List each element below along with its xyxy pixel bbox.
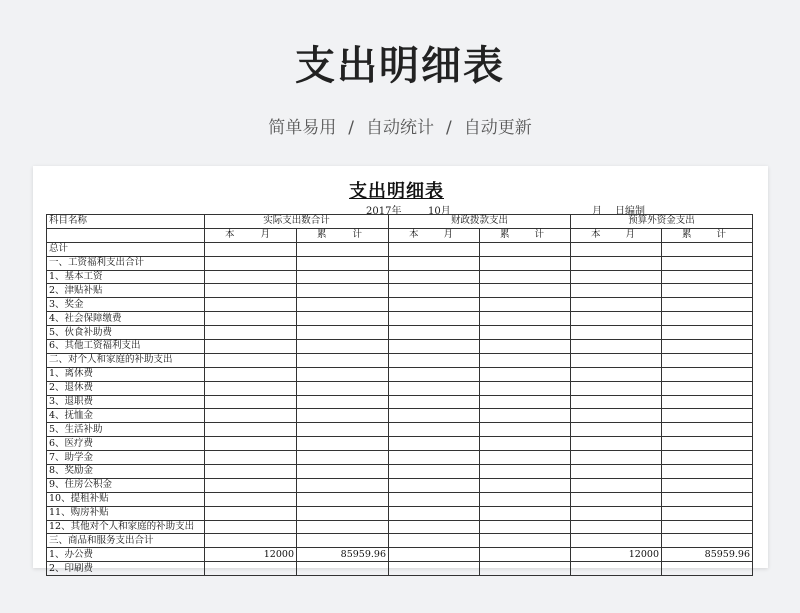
cell-value[interactable]: [662, 367, 753, 381]
cell-value[interactable]: [571, 492, 662, 506]
cell-value[interactable]: [205, 353, 297, 367]
cell-value[interactable]: [480, 423, 571, 437]
table-row: [47, 409, 753, 423]
cell-value[interactable]: [205, 492, 297, 506]
cell-value[interactable]: [480, 312, 571, 326]
table-row: [47, 437, 753, 451]
cell-value[interactable]: [662, 478, 753, 492]
cell-value[interactable]: [480, 353, 571, 367]
cell-value[interactable]: [571, 395, 662, 409]
table-row: [47, 520, 753, 534]
cell-value[interactable]: [297, 353, 389, 367]
row-label: 一、工资福利支出合计: [47, 256, 205, 270]
cell-value[interactable]: [205, 256, 297, 270]
cell-value[interactable]: [297, 326, 389, 340]
cell-value[interactable]: [571, 437, 662, 451]
row-label: 二、对个人和家庭的补助支出: [47, 353, 205, 367]
table-row: [47, 381, 753, 395]
cell-value[interactable]: [205, 367, 297, 381]
sheet-year: 2017年: [366, 206, 402, 217]
row-label: 2、印刷费: [47, 562, 205, 576]
group-header-fiscal: 财政拨款支出: [389, 215, 571, 229]
row-label: 12、其他对个人和家庭的补助支出: [47, 520, 205, 534]
cell-value[interactable]: [389, 353, 480, 367]
cell-value[interactable]: [297, 381, 389, 395]
cell-value[interactable]: [662, 395, 753, 409]
cell-value[interactable]: [662, 326, 753, 340]
cell-value[interactable]: [480, 478, 571, 492]
cell-value[interactable]: [205, 562, 297, 576]
cell-value[interactable]: [389, 548, 480, 562]
cell-value[interactable]: [297, 520, 389, 534]
row-label: 2、退休费: [47, 381, 205, 395]
row-label: 1、基本工资: [47, 270, 205, 284]
cell-value[interactable]: [205, 506, 297, 520]
cell-value[interactable]: [662, 465, 753, 479]
cell-value[interactable]: [571, 298, 662, 312]
cell-value[interactable]: [480, 340, 571, 354]
cell-value[interactable]: [297, 256, 389, 270]
row-label: 6、其他工资福利支出: [47, 340, 205, 354]
cell-value[interactable]: [389, 312, 480, 326]
cell-value[interactable]: [480, 451, 571, 465]
expense-table: [46, 214, 753, 576]
table-row: [47, 478, 753, 492]
table-row: [47, 395, 753, 409]
table-row: [47, 451, 753, 465]
feature-tag: 自动统计: [366, 118, 434, 138]
cell-value[interactable]: [389, 409, 480, 423]
cell-value[interactable]: 85959.96: [662, 548, 753, 562]
subheader-month: 本 月: [571, 228, 662, 242]
cell-value[interactable]: [389, 326, 480, 340]
cell-value[interactable]: [571, 465, 662, 479]
cell-value[interactable]: [389, 340, 480, 354]
cell-value[interactable]: [480, 465, 571, 479]
row-label: 4、抚恤金: [47, 409, 205, 423]
row-label: 5、生活补助: [47, 423, 205, 437]
cell-value[interactable]: [571, 284, 662, 298]
cell-value[interactable]: [297, 270, 389, 284]
cell-value[interactable]: [480, 326, 571, 340]
cell-value[interactable]: 85959.96: [297, 548, 389, 562]
group-header-extra: 预算外资金支出: [571, 215, 753, 229]
cell-value[interactable]: [571, 520, 662, 534]
cell-value[interactable]: [662, 451, 753, 465]
sheet-month-label: 月: [592, 206, 602, 217]
sheet-day-label: 日编制: [615, 206, 645, 217]
tag-separator: /: [446, 118, 452, 138]
cell-value[interactable]: [480, 492, 571, 506]
row-label: 4、社会保障缴费: [47, 312, 205, 326]
row-label: 7、助学金: [47, 451, 205, 465]
cell-value[interactable]: [297, 478, 389, 492]
cell-value[interactable]: [205, 451, 297, 465]
cell-value[interactable]: [205, 437, 297, 451]
cell-value[interactable]: [205, 340, 297, 354]
cell-value[interactable]: [297, 312, 389, 326]
cell-value[interactable]: [205, 395, 297, 409]
table-row: [47, 423, 753, 437]
cell-value[interactable]: [389, 451, 480, 465]
cell-value[interactable]: [389, 534, 480, 548]
table-row: [47, 284, 753, 298]
cell-value[interactable]: [571, 312, 662, 326]
table-row: [47, 367, 753, 381]
cell-value[interactable]: 12000: [205, 548, 297, 562]
col-item-header: 科目名称: [47, 215, 205, 229]
cell-value[interactable]: [297, 492, 389, 506]
cell-value[interactable]: [480, 256, 571, 270]
table-row: [47, 506, 753, 520]
group-header-actual: 实际支出数合计: [205, 215, 389, 229]
cell-value[interactable]: [389, 465, 480, 479]
cell-value[interactable]: [662, 312, 753, 326]
cell-value[interactable]: [389, 492, 480, 506]
table-row: [47, 312, 753, 326]
cell-value[interactable]: [480, 562, 571, 576]
subheader-month: 本 月: [205, 228, 297, 242]
cell-value[interactable]: [205, 326, 297, 340]
cell-value[interactable]: [480, 284, 571, 298]
tag-separator: /: [348, 118, 354, 138]
cell-value[interactable]: [205, 312, 297, 326]
cell-value[interactable]: [571, 270, 662, 284]
cell-value[interactable]: [389, 562, 480, 576]
cell-value[interactable]: [297, 367, 389, 381]
cell-value[interactable]: [297, 284, 389, 298]
cell-value[interactable]: [389, 242, 480, 256]
cell-value[interactable]: [571, 256, 662, 270]
cell-value[interactable]: [480, 381, 571, 395]
cell-value[interactable]: [571, 353, 662, 367]
feature-tag: 简单易用: [268, 118, 337, 138]
cell-value[interactable]: [205, 478, 297, 492]
cell-value[interactable]: [480, 548, 571, 562]
cell-value[interactable]: [480, 367, 571, 381]
cell-value[interactable]: [389, 423, 480, 437]
cell-value[interactable]: [662, 298, 753, 312]
table-row: [47, 242, 753, 256]
cell-value[interactable]: [389, 437, 480, 451]
cell-value[interactable]: [389, 367, 480, 381]
row-label: 5、伙食补助费: [47, 326, 205, 340]
cell-value[interactable]: [205, 409, 297, 423]
cell-value[interactable]: [571, 340, 662, 354]
row-label: 10、提租补贴: [47, 492, 205, 506]
table-row: [47, 465, 753, 479]
table-row: [47, 270, 753, 284]
cell-value[interactable]: [480, 520, 571, 534]
cell-value[interactable]: [297, 506, 389, 520]
cell-value[interactable]: [205, 423, 297, 437]
table-row: [47, 492, 753, 506]
cell-value[interactable]: [662, 437, 753, 451]
row-label: 3、退职费: [47, 395, 205, 409]
row-label: 1、办公费: [47, 548, 205, 562]
sheet-month: 10月: [428, 206, 451, 217]
cell-value[interactable]: [571, 367, 662, 381]
cell-value[interactable]: [662, 506, 753, 520]
table-row: [47, 298, 753, 312]
table-row: [47, 548, 753, 562]
table-row: [47, 256, 753, 270]
subheader-cumulative: 累 计: [297, 228, 389, 242]
cell-value[interactable]: 12000: [571, 548, 662, 562]
cell-value[interactable]: [297, 562, 389, 576]
row-label: 8、奖励金: [47, 465, 205, 479]
cell-value[interactable]: [389, 284, 480, 298]
cell-value[interactable]: [662, 520, 753, 534]
cell-value[interactable]: [480, 242, 571, 256]
table-row: [47, 326, 753, 340]
cell-value[interactable]: [571, 534, 662, 548]
cell-value[interactable]: [571, 409, 662, 423]
cell-value[interactable]: [480, 534, 571, 548]
cell-value[interactable]: [297, 242, 389, 256]
subheader-cumulative: 累 计: [480, 228, 571, 242]
cell-value[interactable]: [662, 409, 753, 423]
cell-value[interactable]: [297, 534, 389, 548]
feature-tag: 自动更新: [463, 118, 532, 138]
row-label: 三、商品和服务支出合计: [47, 534, 205, 548]
row-label: 6、医疗费: [47, 437, 205, 451]
cell-value[interactable]: [662, 492, 753, 506]
cell-value[interactable]: [662, 381, 753, 395]
cell-value[interactable]: [571, 451, 662, 465]
cell-value[interactable]: [389, 506, 480, 520]
subheader-month: 本 月: [389, 228, 480, 242]
table-row: [47, 534, 753, 548]
cell-value[interactable]: [480, 409, 571, 423]
cell-value[interactable]: [662, 423, 753, 437]
cell-value[interactable]: [480, 506, 571, 520]
cell-value[interactable]: [662, 284, 753, 298]
cell-value[interactable]: [205, 465, 297, 479]
cell-value[interactable]: [205, 242, 297, 256]
cell-value[interactable]: [571, 562, 662, 576]
cell-value[interactable]: [571, 242, 662, 256]
cell-value[interactable]: [389, 395, 480, 409]
cell-value[interactable]: [662, 270, 753, 284]
cell-value[interactable]: [205, 284, 297, 298]
table-header-row: [47, 215, 753, 229]
spreadsheet-preview: [33, 166, 768, 574]
cell-value[interactable]: [480, 395, 571, 409]
row-label: 总计: [47, 242, 205, 256]
cell-value[interactable]: [662, 256, 753, 270]
cell-value[interactable]: [205, 298, 297, 312]
cell-value[interactable]: [205, 520, 297, 534]
cell-value[interactable]: [662, 534, 753, 548]
cell-value[interactable]: [662, 242, 753, 256]
cell-value[interactable]: [205, 270, 297, 284]
row-label: 2、津贴补贴: [47, 284, 205, 298]
row-label: 11、购房补贴: [47, 506, 205, 520]
cell-value[interactable]: [571, 506, 662, 520]
row-label: 9、住房公积金: [47, 478, 205, 492]
cell-value[interactable]: [571, 326, 662, 340]
cell-value[interactable]: [571, 381, 662, 395]
cell-value[interactable]: [297, 298, 389, 312]
cell-value[interactable]: [662, 340, 753, 354]
cell-value[interactable]: [297, 465, 389, 479]
sheet-title: 支出明细表: [349, 181, 444, 202]
cell-value[interactable]: [389, 298, 480, 312]
cell-value[interactable]: [389, 381, 480, 395]
table-row: [47, 353, 753, 367]
cell-value[interactable]: [205, 534, 297, 548]
row-label: 3、奖金: [47, 298, 205, 312]
table-subheader-row: [47, 228, 753, 242]
cell-value[interactable]: [297, 437, 389, 451]
cell-value[interactable]: [205, 381, 297, 395]
cell-value[interactable]: [480, 270, 571, 284]
cell-value[interactable]: [389, 256, 480, 270]
table-row: [47, 340, 753, 354]
cell-value[interactable]: [480, 298, 571, 312]
cell-value[interactable]: [297, 409, 389, 423]
cell-value[interactable]: [662, 353, 753, 367]
cell-value[interactable]: [389, 270, 480, 284]
subheader-cumulative: 累 计: [662, 228, 753, 242]
cell-value[interactable]: [662, 562, 753, 576]
cell-value[interactable]: [480, 437, 571, 451]
cell-value[interactable]: [297, 395, 389, 409]
page-title: 支出明细表: [295, 43, 505, 89]
cell-value[interactable]: [389, 520, 480, 534]
table-row: [47, 562, 753, 576]
feature-tags: [0, 113, 800, 138]
cell-value[interactable]: [297, 340, 389, 354]
cell-value[interactable]: [297, 451, 389, 465]
cell-value[interactable]: [389, 478, 480, 492]
cell-value[interactable]: [571, 478, 662, 492]
cell-value[interactable]: [297, 423, 389, 437]
row-label: 1、离休费: [47, 367, 205, 381]
subheader-blank: [47, 228, 205, 242]
cell-value[interactable]: [571, 423, 662, 437]
